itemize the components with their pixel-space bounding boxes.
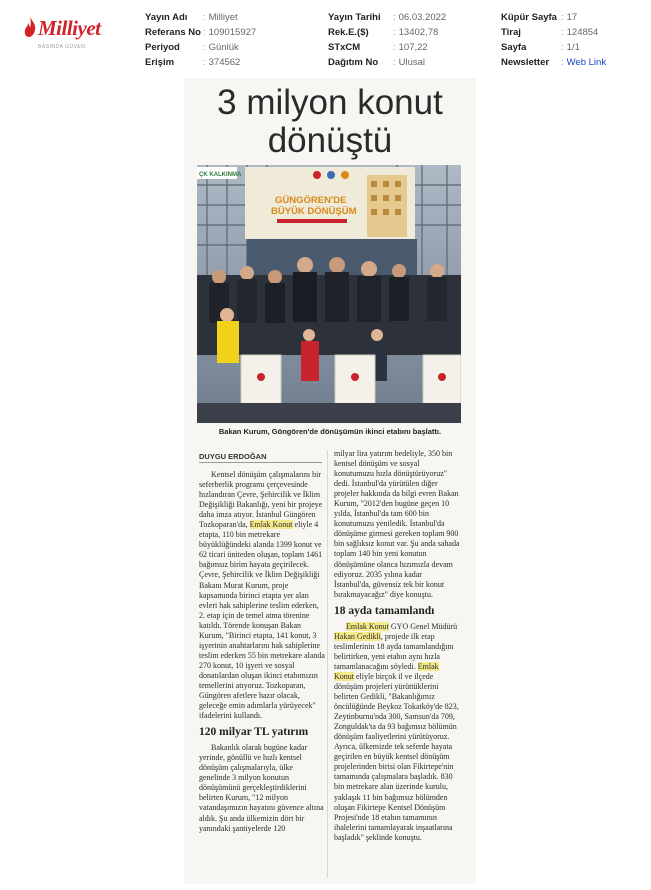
- flame-icon: [22, 16, 38, 38]
- meta-row-date: Yayın Tarihi : 06.03.2022: [328, 12, 447, 23]
- meta-row-reference: Referans No : 109015927: [145, 27, 257, 38]
- meta-row-newsletter: Newsletter : Web Link: [501, 57, 607, 68]
- clipping-header: [0, 0, 651, 72]
- column-divider: [327, 450, 328, 878]
- byline: DUYGU ERDOĞAN: [199, 452, 267, 461]
- highlight-hakan-gedikli: Hakan Gedikli: [334, 631, 381, 641]
- article-column-2: [334, 449, 460, 879]
- headline-line-1: 3 milyon konut: [217, 83, 443, 122]
- logo-wordmark: Milliyet: [38, 16, 101, 40]
- meta-column-3: [501, 10, 606, 70]
- meta-row-publication: Yayın Adı : Milliyet: [145, 12, 238, 23]
- byline-divider: [199, 462, 322, 463]
- meta-row-stxcm: STxCM : 107,22: [328, 42, 428, 53]
- paragraph-1: Kentsel dönüşüm çalışmalarını bir seferberlik programı çerçevesinde hızlandıran Çevre, Şehircilik ve İklim Değişikliği Bakanlığı, yeni bir projeye daha imza atıyor. İstanbul Güngören Tozkoparan'da, Emlak Konut eliyle 4 etapta, 110 bin metrekare büyüklüğündeki alanda 1399 konut ve 62 ticari üniteden oluşan, toplam 1461 bağımsız birim hayata geçirilecek. Çevre, Şehircilik ve İklim Değişikliği Bakanı Murat Kurum, proje kapsamında birinci etapta yer alan evleri hak sahiplerine teslim ederken, 2. etap için de temel atma törenine katıldı. Törende konuşan Bakan Kurum, "Birinci etapta, 141 konut, 3 işyerinin anahtarlarını hak sahiplerine teslim ederken 55 bin metrekare alanda 270 konut, 10 işyeri ve sosyal donatılardan oluşan ikinci etabımızın temellerini atıyoruz. Tozkoparan, Güngören afetlere hazır olacak, geleceğe emin adımlarla yürüyecek" ifadelerini kullandı.: [199, 470, 325, 721]
- logo-tagline: BASINDA GÜVEN: [38, 44, 86, 50]
- meta-column-2: [328, 10, 446, 70]
- article-column-1: [199, 470, 325, 878]
- banner-title-line-1: GÜNGÖREN'DE: [275, 195, 347, 206]
- highlight-emlak-konut: Emlak Konut: [249, 520, 293, 530]
- headline: [184, 84, 476, 160]
- highlight-emlak-konut-3: Emlak Konut: [334, 661, 439, 681]
- highlight-emlak-konut-2: Emlak Konut: [346, 621, 389, 631]
- photo-caption: Bakan Kurum, Göngören'de dönüşümün ikinci etabını başlattı.: [218, 427, 442, 436]
- milliyet-logo: [22, 12, 126, 54]
- subheading-investment: 120 milyar TL yatırım: [199, 726, 309, 739]
- meta-row-reach: Erişim : 374562: [145, 57, 241, 68]
- web-link[interactable]: Web Link: [566, 57, 607, 68]
- headline-line-2: dönüştü: [267, 121, 393, 160]
- ceremony-photo: [197, 165, 461, 423]
- paragraph-2: Bakanlık olarak bugüne kadar yerinde, gönüllü ve hızlı kentsel dönüşüm çalışmalarıyla, ülke genelinde 3 milyon konutun dönüşümünü gerçekleştirdiklerini belirten Kurum, "12 milyon vatandaşımızın hayatını güvence altına aldık. Şu anda ülkemizin dört bir yanındaki şantiyelerde 120: [199, 743, 324, 833]
- banner-corner-text: ÇK KALKINMA: [199, 172, 242, 178]
- banner-title-line-2: BÜYÜK DÖNÜŞÜM: [271, 206, 357, 217]
- meta-row-page: Sayfa : 1/1: [501, 42, 580, 53]
- paragraph-3: milyar lira yatırım bedeliyle, 350 bin kentsel dönüşüm ve sosyal konutumuzu hızla dönüştürüyoruz" dedi. İstanbul'da yürütülen diğer projeler hakkında da bilgi evren Bakan Kurum, "2012'den bugüne geçen 10 yılda, İstanbul'da tam 600 bin konutumuzu yeniledik. İstanbul'da dönüşüme girmesi gereken toplam 900 bin sağlıksız konut var. Şu anda sahada toplam 140 bin yeni konutun dönüşümüne olanca hızımızla devam ediyoruz. 2035 yılına kadar İstanbul'da, güvensiz tek bir konut bırakmayacağız" diye konuştu.: [334, 449, 460, 599]
- ceremony-photo-illustration: [197, 165, 461, 423]
- meta-column-1: [145, 10, 256, 70]
- paragraph-4: Emlak Konut GYO Genel Müdürü Hakan Gedikli, projede ilk etap teslimlerinin 18 ayda tamamlandığını belirtirken, yeni etabın aynı hızla tamamlanacağını söyledi. Emlak Konut eliyle birçok il ve ilçede dönüşüm projeleri yürüttüklerini belirten Gedikli, "Bakanlığımız öncülüğünde Beykoz Tokatköy'de 823, Zeytinburnu'nda 300, Samsun'da 709, Zonguldak'ta da 93 bağımsız bölümün dönüşüm faaliyetlerini yürütüyoruz. Ayrıca, ülkemizde tek seferde hayata geçirilen en büyük kentsel dönüşüm projelerinden birisi olan Fikirtepe'nin tamamında çalışmalara başladık. 830 bin metrekare alan üzerinde kurulu, yaklaşık 11 bin bağımsız bölümden oluşan Fikirtepe Kentsel Dönüşüm Projesi'nde 18 etabın tamamının ihalelerini tamamlayarak inşaatlarına başladık" şeklinde konuştu.: [334, 621, 459, 842]
- meta-row-clip-page: Küpür Sayfa : 17: [501, 12, 578, 23]
- meta-row-circulation: Tiraj : 124854: [501, 27, 599, 38]
- subheading-completed: 18 ayda tamamlandı: [334, 604, 435, 617]
- newspaper-clipping: [184, 78, 476, 884]
- meta-row-distribution: Dağıtım No : Ulusal: [328, 57, 426, 68]
- meta-row-ad-value: Rek.E.($) : 13402,78: [328, 27, 439, 38]
- meta-row-period: Periyod : Günlük: [145, 42, 239, 53]
